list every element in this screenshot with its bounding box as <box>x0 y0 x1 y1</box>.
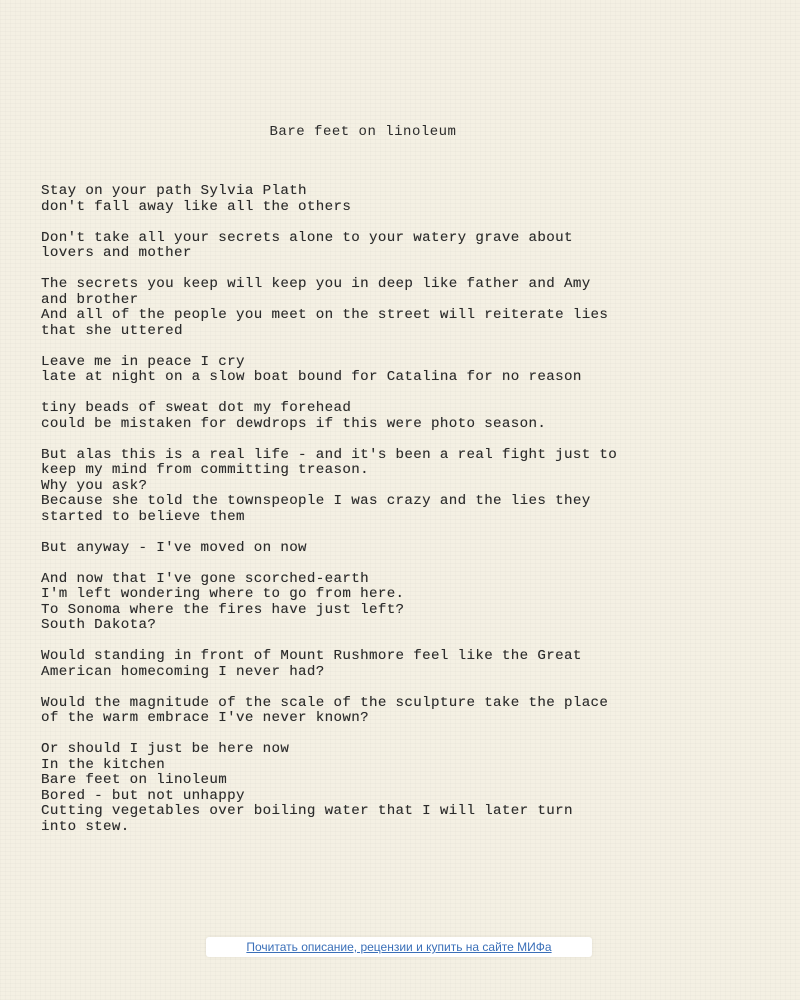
poem-line: Would the magnitude of the scale of the sculpture take the place <box>41 694 609 711</box>
poem-line: started to believe them <box>41 508 245 525</box>
poem-line: don't fall away like all the others <box>41 198 352 215</box>
poem-line: Because she told the townspeople I was crazy and the lies they <box>41 493 591 509</box>
stanza <box>41 277 761 339</box>
poem-line: Don't take all your secrets alone to your watery grave about <box>41 229 573 246</box>
poem-line: South Dakota? <box>41 617 157 633</box>
poem-line: Stay on your path Sylvia Plath <box>41 183 307 199</box>
poem-line: tiny beads of sweat dot my forehead <box>41 400 352 416</box>
poem-body <box>41 184 761 851</box>
poem-line: The secrets you keep will keep you in deep like father and Amy <box>41 276 591 292</box>
poem-line: could be mistaken for dewdrops if this were photo season. <box>41 415 547 432</box>
poem-line: But anyway - I've moved on now <box>41 539 307 556</box>
poem-line: Bare feet on linoleum <box>41 772 228 788</box>
stanza <box>41 448 761 526</box>
poem-line: And all of the people you meet on the street will reiterate lies <box>41 307 609 323</box>
poem-title: Bare feet on linoleum <box>269 124 457 140</box>
poem-line: Bored - but not unhappy <box>41 787 245 804</box>
poem-line: late at night on a slow boat bound for Catalina for no reason <box>41 369 582 385</box>
stanza <box>41 355 761 386</box>
poem-line: And now that I've gone scorched-earth <box>41 570 369 587</box>
poem-line: But alas this is a real life - and it's been a real fight just to <box>41 446 618 463</box>
stanza <box>41 572 761 634</box>
footer-banner <box>206 937 592 957</box>
poem-line: Cutting vegetables over boiling water that I will later turn <box>41 803 573 819</box>
stanza <box>41 696 761 727</box>
stanza <box>41 184 761 215</box>
poem-line: To Sonoma where the fires have just left? <box>41 601 405 618</box>
poem-line: and brother <box>41 291 139 308</box>
poem-line: that she uttered <box>41 322 183 339</box>
poem-line: In the kitchen <box>41 756 166 773</box>
stanza <box>41 742 761 835</box>
publisher-link[interactable]: Почитать описание, рецензии и купить на сайте МИФа <box>246 940 552 954</box>
poem-line: Or should I just be here now <box>41 741 290 757</box>
stanza <box>41 541 761 557</box>
poem-line: American homecoming I never had? <box>41 663 325 680</box>
stanza <box>41 231 761 262</box>
poem-line: keep my mind from committing treason. <box>41 462 369 478</box>
poem-line: of the warm embrace I've never known? <box>41 710 369 726</box>
poem-line: lovers and mother <box>41 245 192 261</box>
poem-line: Would standing in front of Mount Rushmore feel like the Great <box>41 648 582 664</box>
poem-line: Leave me in peace I cry <box>41 353 245 370</box>
poem-line: Why you ask? <box>41 477 148 494</box>
stanza <box>41 401 761 432</box>
poem-line: into stew. <box>41 818 130 835</box>
stanza <box>41 649 761 680</box>
poem-line: I'm left wondering where to go from here. <box>41 586 405 602</box>
